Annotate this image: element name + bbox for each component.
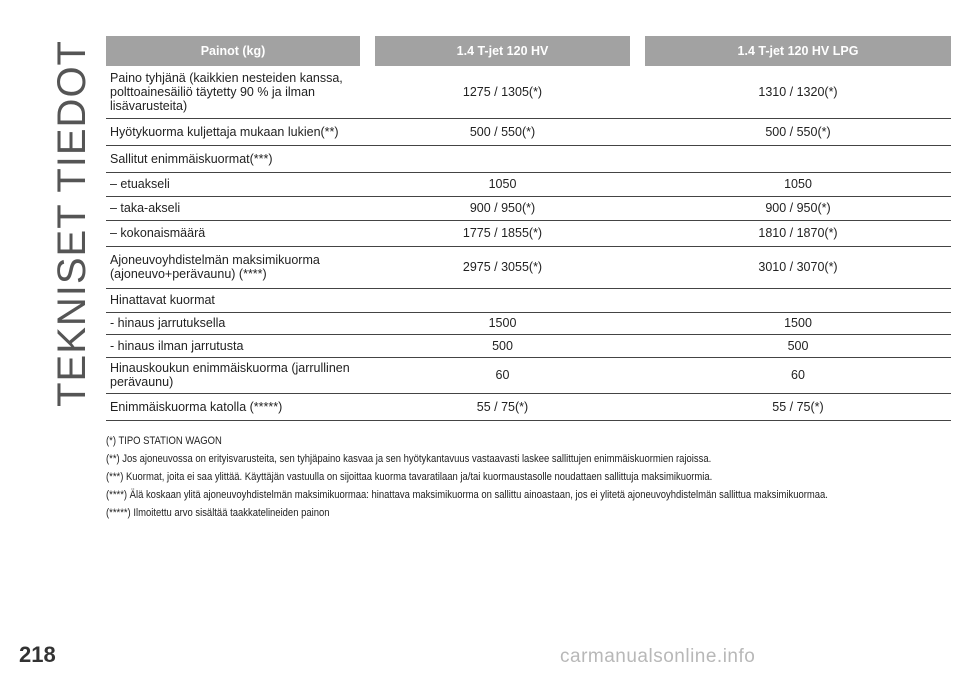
value-tjet-lpg: 55 / 75(*) [645, 393, 951, 420]
table-row [106, 196, 951, 220]
table-header-row [106, 36, 951, 66]
table-row [106, 393, 951, 420]
row-label: – taka-akseli [106, 196, 360, 220]
value-tjet: 2975 / 3055(*) [375, 246, 630, 288]
table-row [106, 145, 951, 172]
value-tjet: 500 / 550(*) [375, 118, 630, 145]
table-row [106, 334, 951, 357]
value-tjet-lpg: 1050 [645, 172, 951, 196]
header-tjet: 1.4 T-jet 120 HV [375, 36, 630, 66]
footnote: (***) Kuormat, joita ei saa ylittää. Käyttäjän vastuulla on sijoittaa kuorma tavaratilaan ja/tai kuormaustasolle noudattaen sallittuja maksimikuormia. [106, 471, 713, 483]
row-label: – etuakseli [106, 172, 360, 196]
value-tjet-lpg: 1500 [645, 312, 951, 334]
row-label: – kokonaismäärä [106, 220, 360, 246]
watermark: carmanualsonline.info [560, 646, 756, 667]
value-tjet-lpg: 1310 / 1320(*) [645, 66, 951, 118]
weights-table [106, 36, 951, 421]
row-label: Ajoneuvoyhdistelmän maksimikuorma (ajoneuvo+perävaunu) (****) [106, 246, 360, 288]
row-label: Hyötykuorma kuljettaja mukaan lukien(**) [106, 118, 360, 145]
table-row [106, 220, 951, 246]
value-tjet-lpg: 60 [645, 357, 951, 393]
value-tjet: 1050 [375, 172, 630, 196]
table-row [106, 172, 951, 196]
table-row [106, 312, 951, 334]
row-label: Sallitut enimmäiskuormat(***) [106, 145, 360, 172]
row-label: - hinaus jarrutuksella [106, 312, 360, 334]
table-row [106, 357, 951, 393]
footnote: (*****) Ilmoitettu arvo sisältää taakkatelineiden painon [106, 507, 330, 519]
row-label: Hinattavat kuormat [106, 288, 360, 312]
value-tjet-lpg: 1810 / 1870(*) [645, 220, 951, 246]
value-tjet: 1775 / 1855(*) [375, 220, 630, 246]
header-tjet-lpg: 1.4 T-jet 120 HV LPG [645, 36, 951, 66]
value-tjet-lpg: 500 / 550(*) [645, 118, 951, 145]
table-row [106, 246, 951, 288]
footnote: (****) Älä koskaan ylitä ajoneuvoyhdistelmän maksimikuormaa: hinattava maksimikuorma on sallittu ainoastaan, jos ei ylitetä ajoneuvoyhdistelmän sallittua maksimikuormaa. [106, 489, 828, 501]
value-tjet [375, 288, 630, 312]
value-tjet: 900 / 950(*) [375, 196, 630, 220]
value-tjet-lpg [645, 288, 951, 312]
table-row [106, 66, 951, 118]
header-weights: Painot (kg) [106, 36, 360, 66]
value-tjet: 1500 [375, 312, 630, 334]
value-tjet-lpg: 3010 / 3070(*) [645, 246, 951, 288]
value-tjet-lpg: 500 [645, 334, 951, 357]
row-label: Paino tyhjänä (kaikkien nesteiden kanssa, polttoainesäiliö täytetty 90 % ja ilman lisävarusteita) [106, 66, 360, 118]
row-label: - hinaus ilman jarrutusta [106, 334, 360, 357]
footnote: (*) TIPO STATION WAGON [106, 435, 222, 447]
value-tjet-lpg [645, 145, 951, 172]
value-tjet [375, 145, 630, 172]
value-tjet: 1275 / 1305(*) [375, 66, 630, 118]
section-title: TEKNISET TIEDOT [50, 40, 94, 407]
value-tjet: 55 / 75(*) [375, 393, 630, 420]
page-number: 218 [19, 642, 56, 667]
value-tjet: 60 [375, 357, 630, 393]
footnote: (**) Jos ajoneuvossa on erityisvarusteita, sen tyhjäpaino kasvaa ja sen hyötykantavuus vastaavasti laskee sallittujen enimmäiskuormien rajoissa. [106, 453, 712, 465]
table-row [106, 288, 951, 312]
row-label: Hinauskoukun enimmäiskuorma (jarrullinen perävaunu) [106, 357, 360, 393]
value-tjet: 500 [375, 334, 630, 357]
row-label: Enimmäiskuorma katolla (*****) [106, 393, 360, 420]
table-row [106, 118, 951, 145]
value-tjet-lpg: 900 / 950(*) [645, 196, 951, 220]
footnotes [106, 434, 951, 524]
